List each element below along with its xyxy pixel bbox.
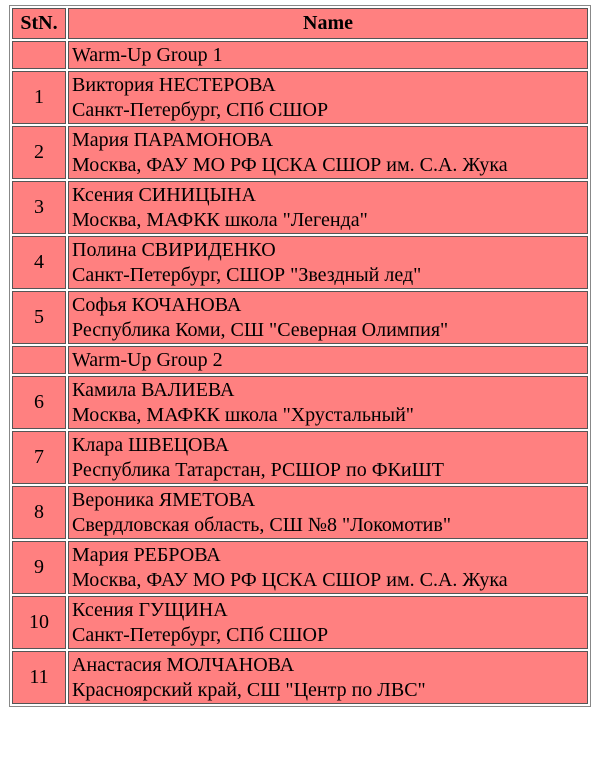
skater-name: Полина СВИРИДЕНКО [72, 238, 276, 261]
warmup-group-row [12, 41, 588, 69]
group-stn-cell [12, 346, 66, 374]
table-row [12, 541, 588, 594]
skater-club: Москва, МАФКК школа "Хрустальный" [72, 403, 414, 426]
table-row [12, 126, 588, 179]
skater-cell [68, 236, 588, 289]
start-number: 3 [12, 181, 66, 234]
table-row [12, 651, 588, 704]
start-number: 1 [12, 71, 66, 124]
skater-name: Ксения СИНИЦЫНА [72, 183, 256, 206]
table-row [12, 71, 588, 124]
start-number: 9 [12, 541, 66, 594]
skater-cell [68, 596, 588, 649]
start-list-container [9, 5, 591, 707]
table-row [12, 376, 588, 429]
header-stn: StN. [12, 8, 66, 39]
skater-club: Свердловская область, СШ №8 "Локомотив" [72, 513, 451, 536]
skater-cell [68, 541, 588, 594]
table-row [12, 596, 588, 649]
skater-cell [68, 126, 588, 179]
skater-name: Ксения ГУЩИНА [72, 598, 228, 621]
start-list-table [9, 5, 591, 707]
skater-cell [68, 71, 588, 124]
skater-club: Москва, ФАУ МО РФ ЦСКА СШОР им. С.А. Жука [72, 153, 508, 176]
skater-cell [68, 651, 588, 704]
table-row [12, 431, 588, 484]
start-number: 11 [12, 651, 66, 704]
table-row [12, 236, 588, 289]
skater-cell [68, 431, 588, 484]
skater-club: Москва, ФАУ МО РФ ЦСКА СШОР им. С.А. Жука [72, 568, 508, 591]
warmup-group-label: Warm-Up Group 2 [68, 346, 588, 374]
start-number: 6 [12, 376, 66, 429]
skater-name: Анастасия МОЛЧАНОВА [72, 653, 295, 676]
table-row [12, 486, 588, 539]
start-number: 4 [12, 236, 66, 289]
header-name: Name [68, 8, 588, 39]
skater-club: Санкт-Петербург, СПб СШОР [72, 623, 329, 646]
skater-cell [68, 486, 588, 539]
skater-cell [68, 291, 588, 344]
warmup-group-label: Warm-Up Group 1 [68, 41, 588, 69]
start-number: 7 [12, 431, 66, 484]
skater-club: Республика Татарстан, РСШОР по ФКиШТ [72, 458, 444, 481]
skater-name: Виктория НЕСТЕРОВА [72, 73, 276, 96]
start-number: 10 [12, 596, 66, 649]
skater-name: Мария РЕБРОВА [72, 543, 221, 566]
skater-club: Красноярский край, СШ "Центр по ЛВС" [72, 678, 426, 701]
skater-club: Санкт-Петербург, СПб СШОР [72, 98, 329, 121]
table-row [12, 181, 588, 234]
group-stn-cell [12, 41, 66, 69]
table-row [12, 291, 588, 344]
start-number: 8 [12, 486, 66, 539]
skater-cell [68, 376, 588, 429]
skater-club: Москва, МАФКК школа "Легенда" [72, 208, 368, 231]
warmup-group-row [12, 346, 588, 374]
skater-name: Камила ВАЛИЕВА [72, 378, 235, 401]
skater-name: Мария ПАРАМОНОВА [72, 128, 274, 151]
skater-club: Республика Коми, СШ "Северная Олимпия" [72, 318, 449, 341]
skater-club: Санкт-Петербург, СШОР "Звездный лед" [72, 263, 422, 286]
skater-name: Клара ШВЕЦОВА [72, 433, 229, 456]
skater-cell [68, 181, 588, 234]
skater-name: Софья КОЧАНОВА [72, 293, 242, 316]
start-number: 2 [12, 126, 66, 179]
start-number: 5 [12, 291, 66, 344]
skater-name: Вероника ЯМЕТОВА [72, 488, 256, 511]
header-row [12, 8, 588, 39]
